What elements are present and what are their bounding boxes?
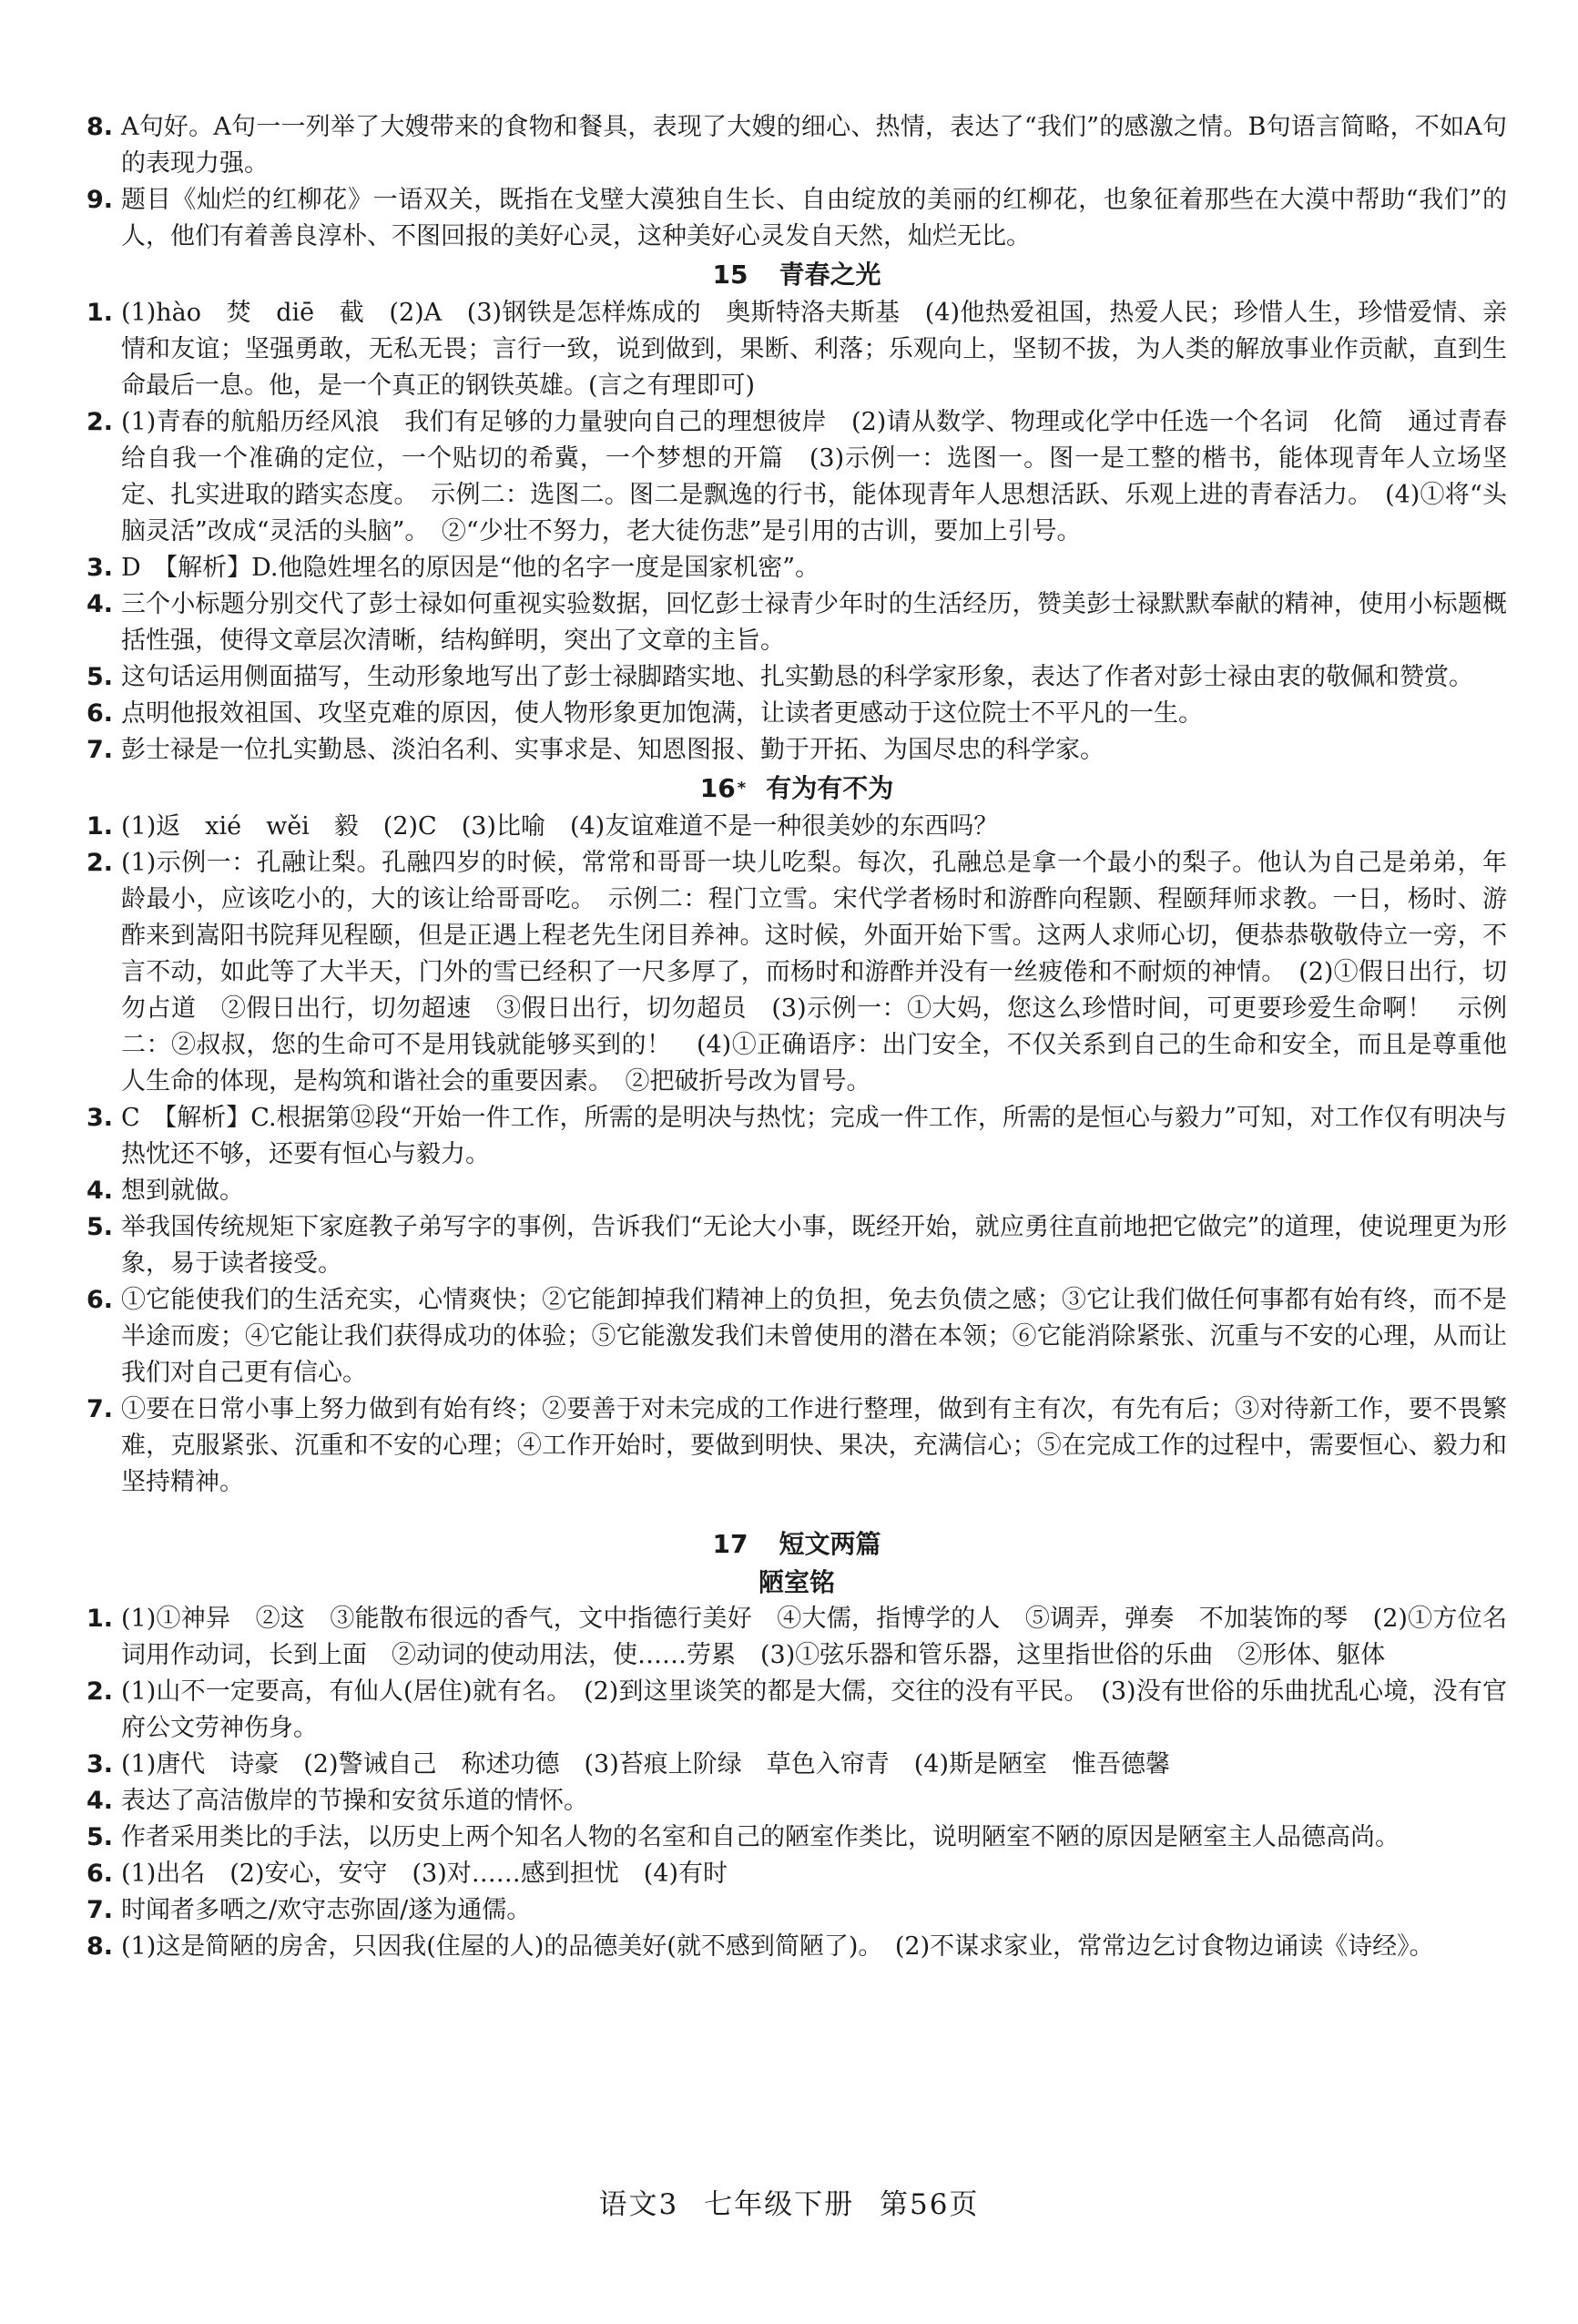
section-number: 16: [699, 773, 736, 803]
answer-item: [87, 1783, 1507, 1819]
item-number: 5.: [87, 1823, 114, 1851]
answer-item: [87, 1601, 1507, 1674]
item-number: 1.: [87, 812, 114, 841]
item-text: 表达了高洁傲岸的节操和安贫乐道的情怀。: [121, 1787, 588, 1815]
answer-item: [87, 1282, 1507, 1391]
answer-item: [87, 1929, 1507, 1965]
answer-item: [87, 404, 1507, 550]
item-number: 7.: [87, 1896, 114, 1924]
item-number: 7.: [87, 736, 114, 764]
item-text: 三个小标题分别交代了彭士禄如何重视实验数据，回忆彭士禄青少年时的生活经历，赞美彭士禄默默奉献的精神，使用小标题概括性强，使得文章层次清晰，结构鲜明，突出了文章的主旨。: [121, 590, 1507, 655]
item-text: C 【解析】C.根据第⑫段“开始一件工作，所需的是明决与热忱；完成一件工作，所需的是恒心与毅力”可知，对工作仅有明决与热忱还不够，还要有恒心与毅力。: [121, 1104, 1507, 1168]
item-number: 4.: [87, 590, 114, 618]
item-text: ①它能使我们的生活充实，心情爽快；②它能卸掉我们精神上的负担，免去负债之感；③它让我们做任何事都有始有终，而不是半途而废；④它能让我们获得成功的体验；⑤它能激发我们未曾使用的潜在本领；⑥它能消除紧张、沉重与不安的心理，从而让我们对自己更有信心。: [121, 1286, 1507, 1387]
item-text: (1)青春的航船历经风浪 我们有足够的力量驶向自己的理想彼岸 (2)请从数学、物理或化学中任选一个名词 化简 通过青春给自我一个准确的定位，一个贴切的希冀，一个梦想的开篇 (3)示例一：选图一。图一是工整的楷书，能体现青年人立场坚定、扎实进取的踏实态度。 示例二：选图二。图二是飘逸的行书，能体现青年人思想活跃、乐观上进的青春活力。 (4)①将“头脑灵活”改成“灵活的头脑”。 ②“少壮不努力，老大徒伤悲”是引用的古训，要加上引号。: [121, 408, 1507, 545]
item-text: (1)hào 焚 diē 截 (2)A (3)钢铁是怎样炼成的 奥斯特洛夫斯基 (4)他热爱祖国，热爱人民；珍惜人生，珍惜爱情、亲情和友谊；坚强勇敢，无私无畏；言行一致，说到做到，果断、利落；乐观向上，坚韧不拔，为人类的解放事业作贡献，直到生命最后一息。他，是一个真正的钢铁英雄。(言之有理即可): [121, 299, 1507, 400]
item-text: 彭士禄是一位扎实勤恳、淡泊名利、实事求是、知恩图报、勤于开拓、为国尽忠的科学家。: [121, 736, 1105, 764]
item-text: A句好。A句一一列举了大嫂带来的食物和餐具，表现了大嫂的细心、热情，表达了“我们”的感激之情。B句语言简略，不如A句的表现力强。: [121, 113, 1507, 178]
section-name: 有为有不为: [766, 773, 894, 803]
item-number: 9.: [87, 186, 114, 214]
item-number: 3.: [87, 554, 114, 582]
answer-item: [87, 845, 1507, 1100]
section-title: [87, 257, 1507, 293]
section-title: [87, 1526, 1507, 1563]
item-number: 1.: [87, 1605, 114, 1633]
answer-item: [87, 696, 1507, 732]
item-text: 想到就做。: [121, 1177, 244, 1205]
footer-subject: 语文3: [598, 2188, 679, 2221]
section-name: 青春之光: [779, 260, 881, 290]
item-number: 8.: [87, 113, 114, 141]
item-number: 4.: [87, 1787, 114, 1815]
item-number: 6.: [87, 699, 114, 728]
section-number: 17: [712, 1529, 748, 1559]
item-number: 2.: [87, 1677, 114, 1706]
answer-item: [87, 1674, 1507, 1747]
item-number: 2.: [87, 849, 114, 877]
section-name: 短文两篇: [779, 1529, 881, 1559]
footer-page-number: 第56页: [880, 2188, 980, 2221]
item-text: (1)唐代 诗豪 (2)警诫自己 称述功德 (3)苔痕上阶绿 草色入帘青 (4)斯是陋室 惟吾德馨: [121, 1750, 1170, 1779]
item-number: 5.: [87, 663, 114, 691]
answer-item: [87, 659, 1507, 696]
item-text: (1)山不一定要高，有仙人(居住)就有名。 (2)到这里谈笑的都是大儒，交往的没有平民。 (3)没有世俗的乐曲扰乱心境，没有官府公文劳神伤身。: [121, 1677, 1507, 1742]
optional-lesson-mark: *: [737, 779, 747, 798]
item-text: (1)①神异 ②这 ③能散布很远的香气，文中指德行美好 ④大儒，指博学的人 ⑤调弄，弹奏 不加装饰的琴 (2)①方位名词用作动词，长到上面 ②动词的使动用法，使……劳累 (3)①弦乐器和管乐器，这里指世俗的乐曲 ②形体、躯体: [121, 1605, 1507, 1669]
answer-item: [87, 1747, 1507, 1783]
item-number: 4.: [87, 1177, 114, 1205]
answer-item: [87, 1209, 1507, 1282]
answer-item: [87, 1391, 1507, 1501]
answer-item: [87, 550, 1507, 586]
item-text: ①要在日常小事上努力做到有始有终；②要善于对未完成的工作进行整理，做到有主有次，有先有后；③对待新工作，要不畏繁难，克服紧张、沉重和不安的心理；④工作开始时，要做到明快、果决，充满信心；⑤在完成工作的过程中，需要恒心、毅力和坚持精神。: [121, 1395, 1507, 1496]
item-text: (1)返 xié wěi 毅 (2)C (3)比喻 (4)友谊难道不是一种很美妙的东西吗？: [121, 812, 999, 841]
answer-content: [87, 109, 1507, 1965]
item-text: 这句话运用侧面描写，生动形象地写出了彭士禄脚踏实地、扎实勤恳的科学家形象，表达了作者对彭士禄由衷的敬佩和赞赏。: [121, 663, 1473, 691]
item-number: 1.: [87, 299, 114, 327]
answer-item: [87, 1856, 1507, 1892]
item-number: 6.: [87, 1860, 114, 1888]
item-number: 2.: [87, 408, 114, 436]
item-text: D 【解析】D.他隐姓埋名的原因是“他的名字一度是国家机密”。: [121, 554, 820, 582]
item-text: 题目《灿烂的红柳花》一语双关，既指在戈壁大漠独自生长、自由绽放的美丽的红柳花，也象征着那些在大漠中帮助“我们”的人，他们有着善良淳朴、不图回报的美好心灵，这种美好心灵发自天然，灿烂无比。: [121, 186, 1507, 250]
answer-item: [87, 809, 1507, 845]
answer-item: [87, 586, 1507, 659]
answer-item: [87, 182, 1507, 255]
section-subtitle: 陋室铭: [758, 1567, 835, 1597]
item-text: 点明他报效祖国、攻坚克难的原因，使人物形象更加饱满，让读者更感动于这位院士不平凡的一生。: [121, 699, 1203, 728]
answer-item: [87, 1892, 1507, 1929]
section-title: [87, 770, 1507, 807]
section-number: 15: [712, 260, 748, 290]
item-text: 举我国传统规矩下家庭教子弟写字的事例，告诉我们“无论大小事，既经开始，就应勇往直前地把它做完”的道理，使说理更为形象，易于读者接受。: [121, 1213, 1507, 1278]
item-number: 5.: [87, 1213, 114, 1241]
item-text: 时闻者多哂之/欢守志弥固/遂为通儒。: [121, 1896, 532, 1924]
answer-item: [87, 1100, 1507, 1173]
item-text: (1)示例一：孔融让梨。孔融四岁的时候，常常和哥哥一块儿吃梨。每次，孔融总是拿一个最小的梨子。他认为自己是弟弟，年龄最小，应该吃小的，大的该让给哥哥吃。 示例二：程门立雪。宋代学者杨时和游酢向程颢、程颐拜师求教。一日，杨时、游酢来到嵩阳书院拜见程颐，但是正遇上程老先生闭目养神。这时候，外面开始下雪。这两人求师心切，便恭恭敬敬侍立一旁，不言不动，如此等了大半天，门外的雪已经积了一尺多厚了，而杨时和游酢并没有一丝疲倦和不耐烦的神情。 (2)①假日出行，切勿占道 ②假日出行，切勿超速 ③假日出行，切勿超员 (3)示例一：①大妈，您这么珍惜时间，可更要珍爱生命啊！ 示例二：②叔叔，您的生命可不是用钱就能够买到的！ (4)①正确语序：出门安全，不仅关系到自己的生命和安全，而且是尊重他人生命的体现，是构筑和谐社会的重要因素。 ②把破折号改为冒号。: [121, 849, 1507, 1096]
item-number: 3.: [87, 1104, 114, 1132]
item-number: 7.: [87, 1395, 114, 1423]
item-number: 8.: [87, 1932, 114, 1961]
page-footer: [0, 2181, 1578, 2222]
answer-item: [87, 1819, 1507, 1856]
item-number: 3.: [87, 1750, 114, 1779]
item-number: 6.: [87, 1286, 114, 1314]
footer-grade: 七年级下册: [704, 2188, 855, 2221]
answer-item: [87, 295, 1507, 404]
item-text: (1)这是简陋的房舍，只因我(住屋的人)的品德美好(就不感到简陋了)。 (2)不谋求家业，常常边乞讨食物边诵读《诗经》。: [121, 1932, 1434, 1961]
item-text: 作者采用类比的手法，以历史上两个知名人物的名室和自己的陋室作类比，说明陋室不陋的原因是陋室主人品德高尚。: [121, 1823, 1400, 1851]
answer-item: [87, 1173, 1507, 1209]
answer-item: [87, 109, 1507, 182]
item-text: (1)出名 (2)安心，安守 (3)对……感到担忧 (4)有时: [121, 1860, 728, 1888]
answer-item: [87, 732, 1507, 769]
section-gap: [87, 1501, 1507, 1524]
